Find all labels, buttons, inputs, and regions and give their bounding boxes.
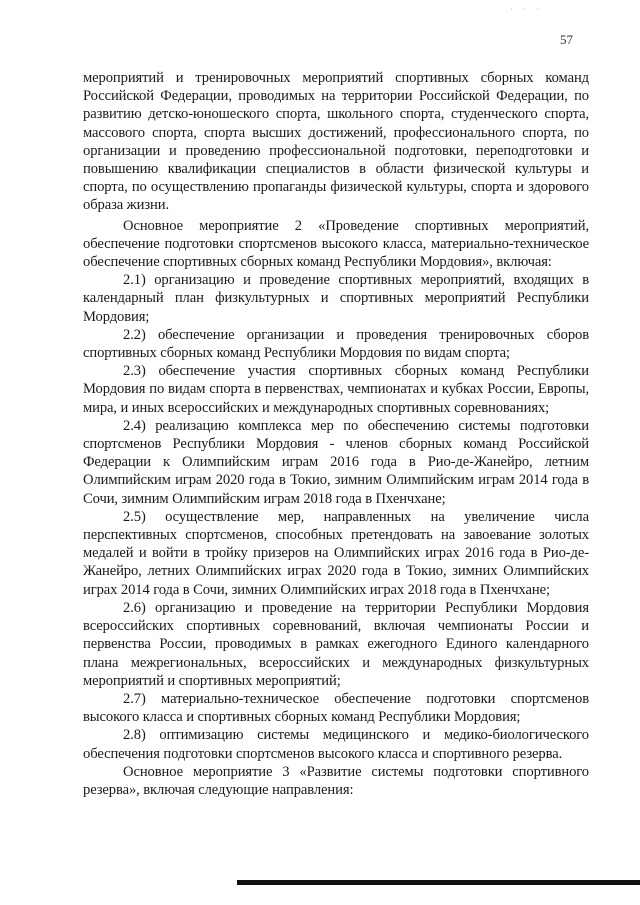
paragraph-item-2-5: 2.5) осуществление мер, направленных на увеличение числа перспективных спортсменов, способных претендовать на завоевание золотых медалей и войти в тройку призеров на Олимпийских играх 2016 года в Рио-де-Жанейро, летних Олимпийских играх 2020 года в Токио, зимних Олимпийских играх 2014 года в Сочи, зимних Олимпийских играх 2018 года в Пхенчхане; xyxy=(83,508,589,598)
scan-artifact: · · · xyxy=(510,4,544,14)
paragraph-item-2-4: 2.4) реализацию комплекса мер по обеспечению системы подготовки спортсменов Республики Мордовия - членов сборных команд Российской Федерации к Олимпийским играм 2016 года в Рио-де-Жанейро, летним Олимпийским играм 2020 года в Токио, зимним Олимпийским играм 2014 года в Сочи, зимним Олимпийским играм 2018 года в Пхенчхане; xyxy=(83,417,589,507)
paragraph-main-activity-2: Основное мероприятие 2 «Проведение спортивных мероприятий, обеспечение подготовки спортсменов высокого класса, материально-техническое обеспечение спортивных сборных команд Республики Мордовия», включая: xyxy=(83,217,589,271)
paragraph-item-2-1: 2.1) организацию и проведение спортивных мероприятий, входящих в календарный план физкультурных и спортивных мероприятий Республики Мордовия; xyxy=(83,272,589,325)
paragraph-continuation: мероприятий и тренировочных мероприятий спортивных сборных команд Российской Федерации, проводимых на территории Российской Федерации, по развитию детско-юношеского спорта, школьного спорта, студенческого спорта, массового спорта, спорта высших достижений, профессионального спорта, по организации и проведению профессиональной подготовки, переподготовки и повышению квалификации специалистов в области физической культуры и спорта, по осуществлению пропаганды физической культуры, спорта и здорового образа жизни. xyxy=(83,70,589,214)
paragraph-item-2-3: 2.3) обеспечение участия спортивных сборных команд Республики Мордовия по видам спорта в первенствах, чемпионатах и кубках России, Европы, мира, и иных всероссийских и международных спортивных соревнованиях; xyxy=(83,363,589,416)
paragraph-main-activity-3: Основное мероприятие 3 «Развитие системы подготовки спортивного резерва», включая следующие направления: xyxy=(83,763,589,798)
paragraph-item-2-7: 2.7) материально-техническое обеспечение подготовки спортсменов высокого класса и спортивных сборных команд Республики Мордовия; xyxy=(83,690,589,726)
scan-edge-line xyxy=(237,880,640,885)
paragraph-item-2-8: 2.8) оптимизацию системы медицинского и медико-биологического обеспечения подготовки спортсменов высокого класса и спортивного резерва. xyxy=(83,727,589,762)
paragraph-item-2-6: 2.6) организацию и проведение на территории Республики Мордовия всероссийских спортивных соревнований, включая чемпионаты России и первенства России, проводимых в рамках ежегодного Единого календарного плана межрегиональных, всероссийских и международных физкультурных мероприятий и спортивных мероприятий; xyxy=(83,599,589,689)
page-number: 57 xyxy=(560,32,573,47)
document-body xyxy=(83,69,589,799)
paragraph-item-2-2: 2.2) обеспечение организации и проведения тренировочных сборов спортивных сборных команд Республики Мордовия по видам спорта; xyxy=(83,326,589,362)
